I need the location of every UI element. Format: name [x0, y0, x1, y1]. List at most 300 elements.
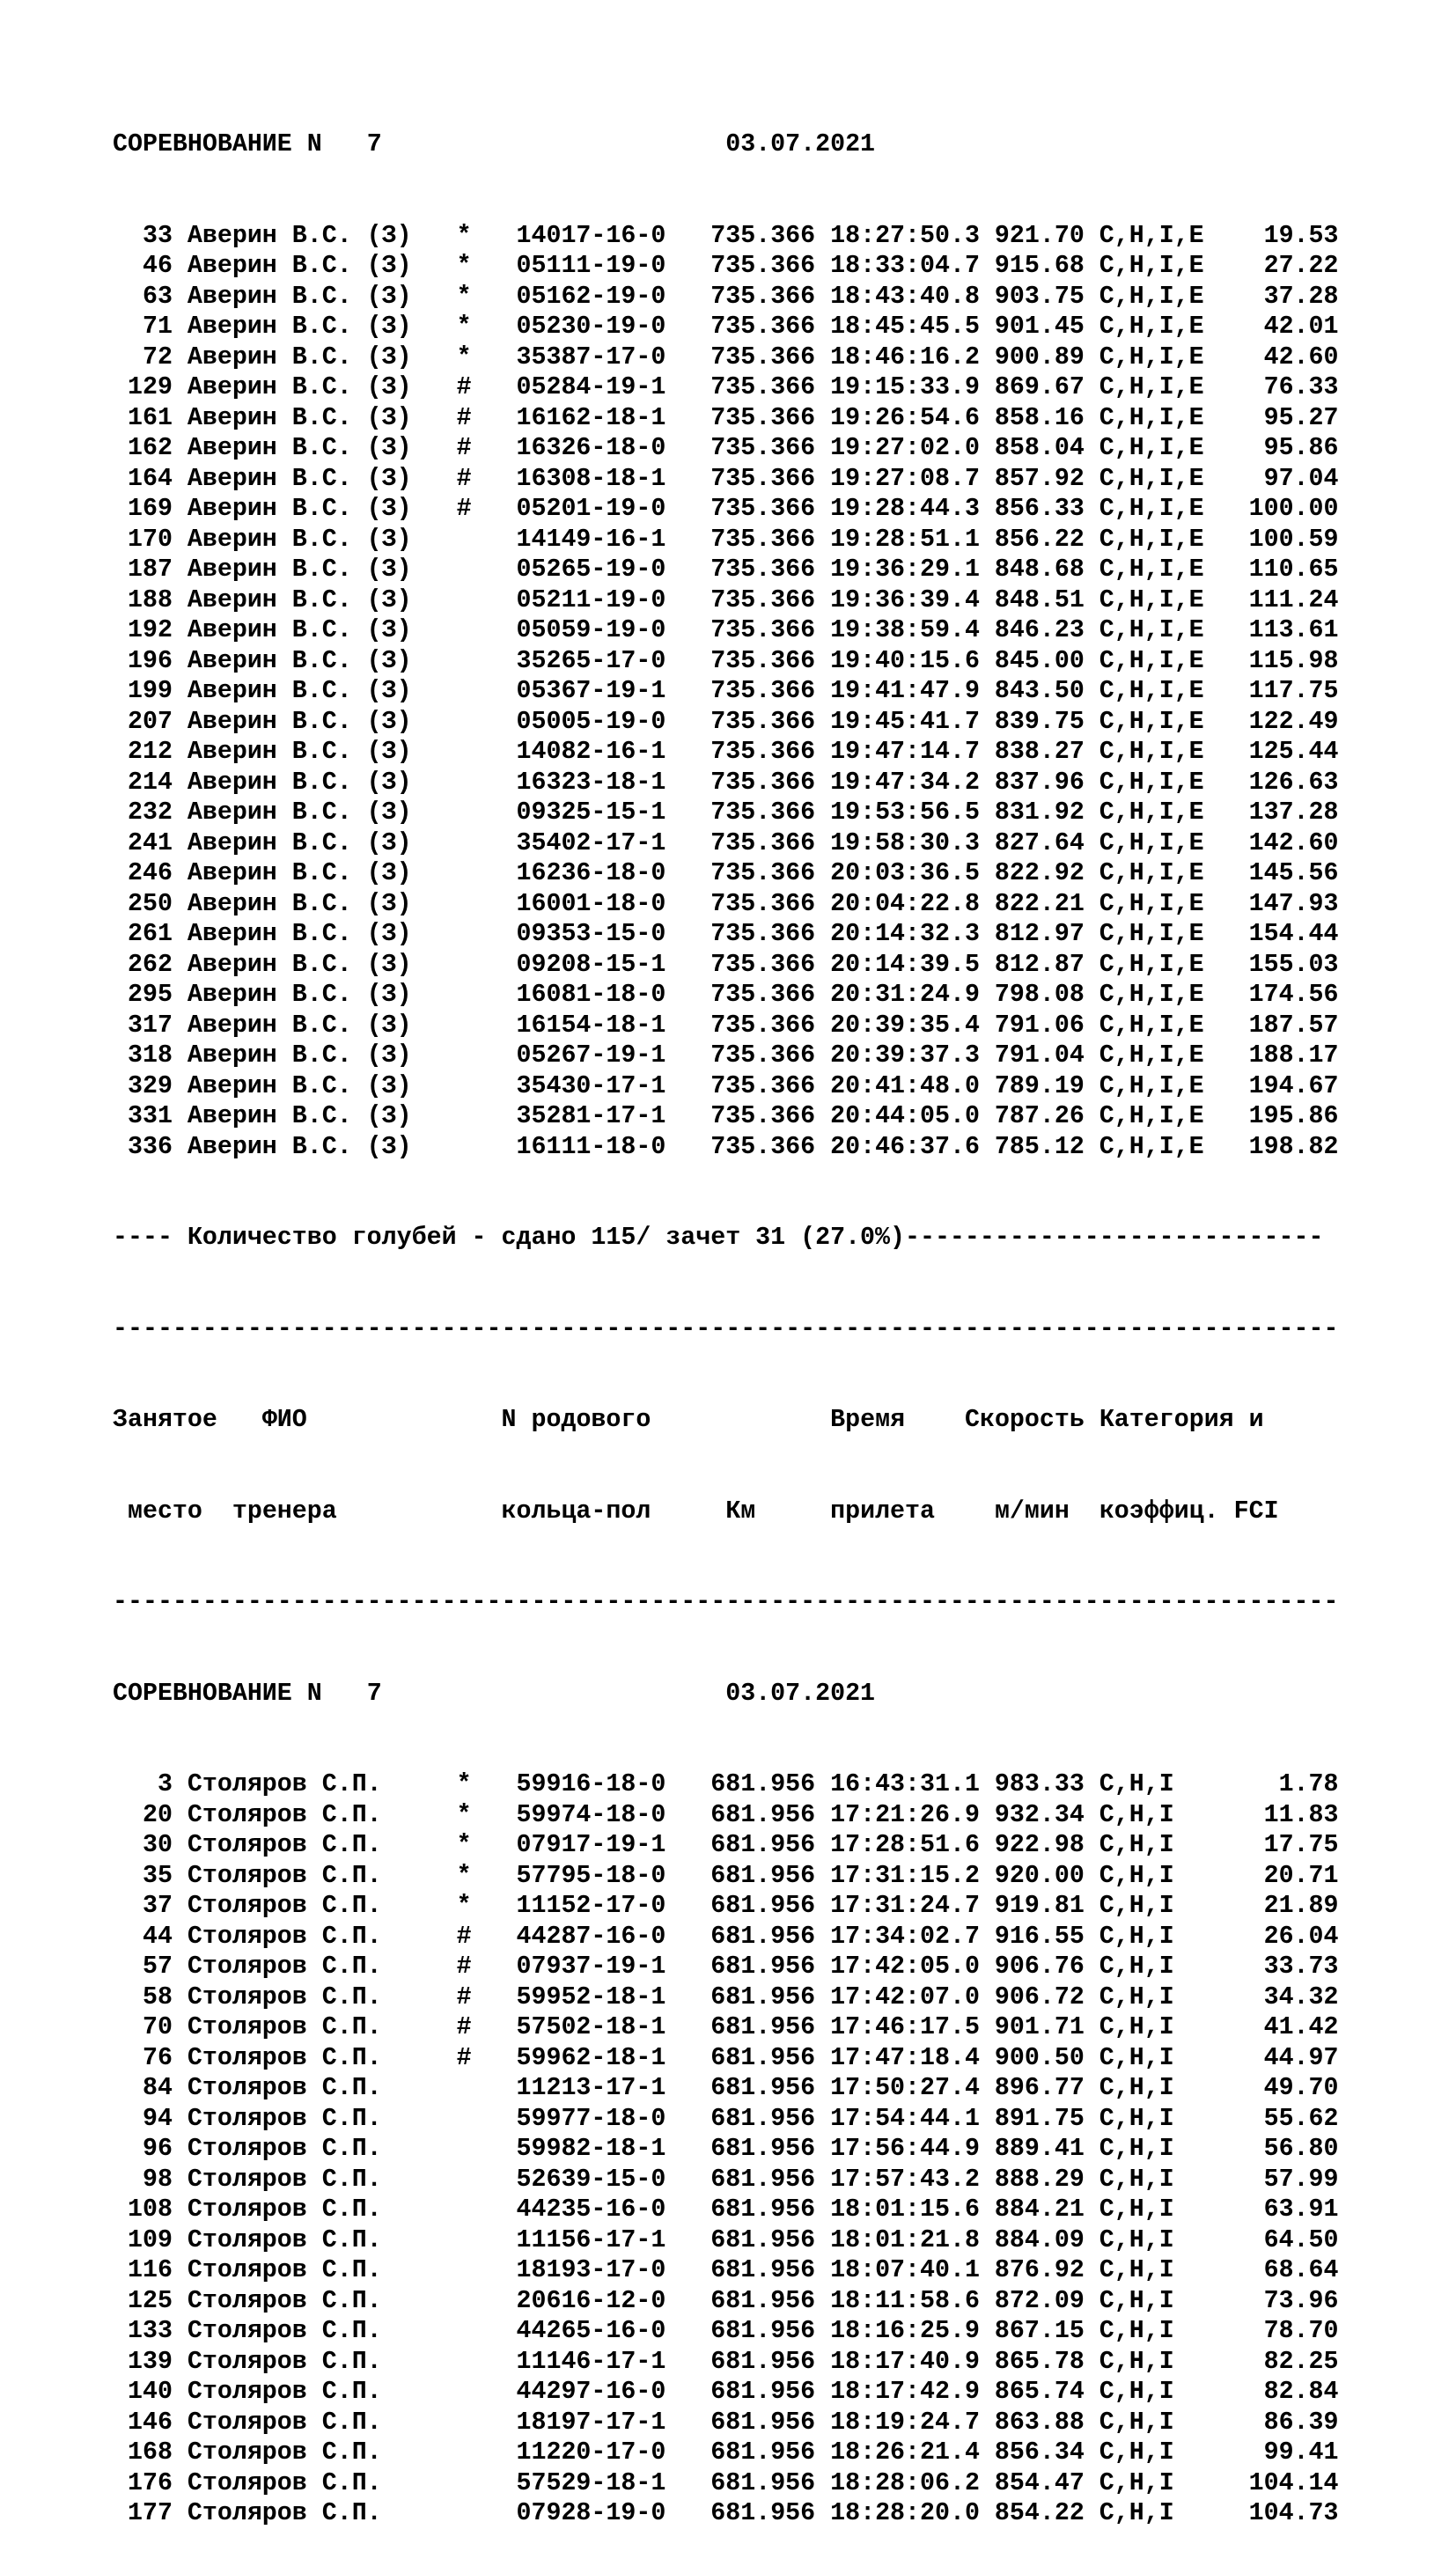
ring-cell: 14082-16-1	[516, 738, 711, 766]
ring-cell: 35265-17-0	[516, 646, 711, 675]
place-cell: 246	[113, 859, 188, 887]
table-row	[113, 464, 1339, 495]
ring-cell: 11156-17-1	[516, 2225, 711, 2254]
time-cell: 18:26:21.4	[830, 2438, 995, 2467]
coef-cell: 126.63	[1233, 768, 1339, 797]
category-cell: C,H,I,E	[1099, 373, 1234, 401]
time-cell: 20:44:05.0	[830, 1102, 995, 1130]
km-cell: 735.366	[710, 525, 831, 554]
category-cell: C,H,I,E	[1099, 738, 1234, 766]
speed-cell: 858.16	[994, 403, 1099, 432]
category-cell: C,H,I,E	[1099, 1132, 1234, 1161]
ring-cell: 35281-17-1	[516, 1102, 711, 1130]
place-cell: 109	[113, 2225, 188, 2254]
mark-cell	[457, 1011, 517, 1040]
mark-cell: *	[456, 1770, 517, 1798]
time-cell: 20:14:39.5	[830, 950, 995, 979]
coef-cell: 1.78	[1233, 1770, 1339, 1798]
name-cell: Столяров С.П.	[187, 2256, 457, 2284]
ring-cell: 09208-15-1	[516, 950, 711, 979]
category-cell: C,H,I,E	[1099, 555, 1234, 584]
place-cell: 58	[113, 1982, 188, 2011]
mark-cell: *	[456, 1861, 517, 1890]
coef-cell: 97.04	[1233, 464, 1339, 493]
time-cell: 18:43:40.8	[830, 282, 995, 311]
km-cell: 681.956	[710, 2499, 831, 2527]
category-cell: C,H,I,E	[1099, 525, 1234, 554]
coef-cell: 68.64	[1233, 2256, 1339, 2284]
place-cell: 129	[113, 373, 188, 401]
mark-cell	[457, 677, 517, 705]
place-cell: 133	[113, 2317, 188, 2345]
mark-cell	[457, 2105, 517, 2133]
speed-cell: 863.88	[994, 2408, 1099, 2437]
coef-cell: 63.91	[1233, 2195, 1339, 2224]
mark-cell	[457, 1102, 517, 1130]
name-cell: Столяров С.П.	[187, 1982, 457, 2011]
km-cell: 735.366	[710, 859, 831, 887]
table-row	[113, 2498, 1339, 2529]
km-cell: 681.956	[710, 2408, 831, 2437]
place-cell: 170	[113, 525, 188, 554]
category-cell: C,H,I	[1099, 2165, 1234, 2194]
category-cell: C,H,I	[1099, 2499, 1234, 2527]
table-row	[113, 1861, 1339, 1892]
km-cell: 735.366	[710, 585, 831, 614]
time-cell: 18:28:06.2	[830, 2468, 995, 2497]
coef-cell: 174.56	[1233, 981, 1339, 1009]
category-cell: C,H,I,E	[1099, 889, 1234, 918]
table-row	[113, 2225, 1339, 2256]
coef-cell: 145.56	[1233, 859, 1339, 887]
mark-cell: *	[456, 221, 517, 250]
km-cell: 681.956	[710, 1892, 831, 1920]
name-cell: Аверин В.С. (З)	[187, 282, 457, 311]
km-cell: 681.956	[710, 2256, 831, 2284]
name-cell: Столяров С.П.	[187, 2104, 457, 2133]
ring-cell: 07937-19-1	[516, 1952, 711, 1981]
name-cell: Аверин В.С. (З)	[187, 616, 457, 644]
name-cell: Столяров С.П.	[187, 2225, 457, 2254]
name-cell: Столяров С.П.	[187, 2408, 457, 2437]
ring-cell: 59916-18-0	[516, 1770, 711, 1798]
speed-cell: 856.33	[994, 495, 1099, 523]
coef-cell: 99.41	[1233, 2438, 1339, 2467]
table-row	[113, 372, 1339, 403]
coef-cell: 147.93	[1233, 889, 1339, 918]
category-cell: C,H,I	[1099, 2256, 1234, 2284]
separator-top: ----------------------------------------------------------------------------------	[113, 1314, 1339, 1343]
place-cell: 192	[113, 616, 188, 644]
category-cell: C,H,I,E	[1099, 585, 1234, 614]
table-row	[113, 2012, 1339, 2043]
category-cell: C,H,I	[1099, 2104, 1234, 2133]
place-cell: 317	[113, 1011, 188, 1040]
mark-cell	[457, 586, 517, 614]
table-row	[113, 2073, 1339, 2104]
time-cell: 19:38:59.4	[830, 616, 995, 644]
table-row	[113, 1041, 1339, 1071]
table-row	[113, 2255, 1339, 2286]
speed-cell: 787.26	[994, 1102, 1099, 1130]
place-cell: 146	[113, 2408, 188, 2437]
ring-cell: 35387-17-0	[516, 342, 711, 371]
km-cell: 735.366	[710, 403, 831, 432]
mark-cell	[457, 2135, 517, 2163]
speed-cell: 827.64	[994, 828, 1099, 857]
section2-title: СОРЕВНОВАНИЕ N	[113, 1679, 322, 1708]
name-cell: Столяров С.П.	[187, 2438, 457, 2467]
speed-cell: 839.75	[994, 707, 1099, 736]
ring-cell: 05059-19-0	[516, 616, 711, 644]
section1-summary: ---- Количество голубей - сдано 115/ зачет 31 (27.0%)----------------------------	[113, 1224, 1324, 1252]
coef-cell: 122.49	[1233, 707, 1339, 736]
table-row	[113, 676, 1339, 707]
km-cell: 681.956	[710, 2317, 831, 2345]
time-cell: 19:41:47.9	[830, 677, 995, 705]
name-cell: Столяров С.П.	[187, 2195, 457, 2224]
coef-cell: 55.62	[1233, 2104, 1339, 2133]
time-cell: 20:39:35.4	[830, 1011, 995, 1040]
place-cell: 20	[113, 1800, 188, 1829]
km-cell: 735.366	[710, 768, 831, 797]
ring-cell: 18193-17-0	[516, 2256, 711, 2284]
header-ring-2: кольца-пол	[501, 1496, 651, 1526]
km-cell: 735.366	[710, 950, 831, 979]
speed-cell: 854.22	[994, 2499, 1099, 2527]
speed-cell: 857.92	[994, 464, 1099, 493]
coef-cell: 41.42	[1233, 2013, 1339, 2041]
time-cell: 19:45:41.7	[830, 707, 995, 736]
mark-cell: *	[456, 1831, 517, 1859]
coef-cell: 82.84	[1233, 2378, 1339, 2406]
ring-cell: 14017-16-0	[516, 221, 711, 250]
name-cell: Столяров С.П.	[187, 1952, 457, 1981]
name-cell: Столяров С.П.	[187, 2347, 457, 2376]
time-cell: 17:47:18.4	[830, 2043, 995, 2072]
ring-cell: 16001-18-0	[516, 889, 711, 918]
table-row	[113, 615, 1339, 646]
time-cell: 19:28:51.1	[830, 525, 995, 554]
speed-cell: 932.34	[994, 1800, 1099, 1829]
speed-cell: 903.75	[994, 282, 1099, 311]
speed-cell: 854.47	[994, 2468, 1099, 2497]
km-cell: 735.366	[710, 616, 831, 644]
ring-cell: 59982-18-1	[516, 2135, 711, 2163]
table-row	[113, 950, 1339, 981]
km-cell: 735.366	[710, 373, 831, 401]
coef-cell: 82.25	[1233, 2347, 1339, 2376]
place-cell: 164	[113, 464, 188, 493]
place-cell: 262	[113, 950, 188, 979]
category-cell: C,H,I,E	[1099, 707, 1234, 736]
place-cell: 241	[113, 828, 188, 857]
place-cell: 63	[113, 282, 188, 311]
ring-cell: 05005-19-0	[516, 707, 711, 736]
header-fio: ФИО	[261, 1406, 307, 1434]
speed-cell: 785.12	[994, 1132, 1099, 1161]
coef-cell: 100.59	[1233, 525, 1339, 554]
place-cell: 94	[113, 2104, 188, 2133]
km-cell: 735.366	[710, 1071, 831, 1100]
coef-cell: 100.00	[1233, 495, 1339, 523]
ring-cell: 14149-16-1	[516, 525, 711, 554]
category-cell: C,H,I	[1099, 2438, 1234, 2467]
mark-cell	[457, 951, 517, 979]
speed-cell: 798.08	[994, 981, 1099, 1009]
mark-cell	[457, 2166, 517, 2194]
km-cell: 681.956	[710, 2378, 831, 2406]
place-cell: 71	[113, 313, 188, 341]
coef-cell: 37.28	[1233, 282, 1339, 311]
header-time-2: прилета	[830, 1496, 935, 1526]
category-cell: C,H,I,E	[1099, 677, 1234, 705]
name-cell: Аверин В.С. (З)	[187, 1102, 457, 1130]
header-fio-2: тренера	[232, 1496, 337, 1526]
speed-cell: 831.92	[994, 798, 1099, 827]
table-row	[113, 342, 1339, 373]
table-row	[113, 251, 1339, 282]
ring-cell: 44297-16-0	[516, 2378, 711, 2406]
coef-cell: 42.01	[1233, 313, 1339, 341]
speed-cell: 822.21	[994, 889, 1099, 918]
table-row	[113, 1800, 1339, 1831]
name-cell: Аверин В.С. (З)	[187, 920, 457, 948]
table-row	[113, 2408, 1339, 2438]
coef-cell: 113.61	[1233, 616, 1339, 644]
name-cell: Столяров С.П.	[187, 1770, 457, 1798]
section1-title: СОРЕВНОВАНИЕ N	[113, 130, 322, 158]
mark-cell: #	[456, 434, 517, 462]
ring-cell: 05284-19-1	[516, 373, 711, 401]
place-cell: 232	[113, 798, 188, 827]
coef-cell: 19.53	[1233, 221, 1339, 250]
category-cell: C,H,I	[1099, 1922, 1234, 1951]
time-cell: 20:03:36.5	[830, 859, 995, 887]
name-cell: Аверин В.С. (З)	[187, 1071, 457, 1100]
time-cell: 17:21:26.9	[830, 1800, 995, 1829]
name-cell: Аверин В.С. (З)	[187, 313, 457, 341]
coef-cell: 125.44	[1233, 738, 1339, 766]
mark-cell	[457, 2469, 517, 2497]
category-cell: C,H,I	[1099, 1770, 1234, 1798]
table-row	[113, 798, 1339, 828]
table-row	[113, 494, 1339, 525]
speed-cell: 812.87	[994, 950, 1099, 979]
table-row	[113, 2165, 1339, 2195]
place-cell: 329	[113, 1071, 188, 1100]
name-cell: Столяров С.П.	[187, 1800, 457, 1829]
km-cell: 681.956	[710, 2286, 831, 2315]
place-cell: 116	[113, 2256, 188, 2284]
mark-cell	[457, 859, 517, 887]
section1-date: 03.07.2021	[725, 130, 876, 158]
ring-cell: 05230-19-0	[516, 313, 711, 341]
place-cell: 44	[113, 1922, 188, 1951]
place-cell: 250	[113, 889, 188, 918]
category-cell: C,H,I,E	[1099, 920, 1234, 948]
place-cell: 199	[113, 677, 188, 705]
header-time: Время	[830, 1406, 906, 1434]
ring-cell: 57529-18-1	[516, 2468, 711, 2497]
mark-cell	[457, 738, 517, 766]
category-cell: C,H,I	[1099, 2408, 1234, 2437]
table-row	[113, 2316, 1339, 2347]
table-row	[113, 282, 1339, 313]
coef-cell: 154.44	[1233, 920, 1339, 948]
table-row	[113, 1891, 1339, 1922]
time-cell: 18:11:58.6	[830, 2286, 995, 2315]
ring-cell: 52639-15-0	[516, 2165, 711, 2194]
time-cell: 18:17:42.9	[830, 2378, 995, 2406]
coef-cell: 64.50	[1233, 2225, 1339, 2254]
coef-cell: 187.57	[1233, 1011, 1339, 1040]
km-cell: 681.956	[710, 2468, 831, 2497]
coef-cell: 115.98	[1233, 646, 1339, 675]
ring-cell: 59952-18-1	[516, 1982, 711, 2011]
km-cell: 735.366	[710, 434, 831, 462]
section1-heading	[113, 129, 1339, 160]
time-cell: 16:43:31.1	[830, 1770, 995, 1798]
km-cell: 681.956	[710, 2165, 831, 2194]
coef-cell: 104.14	[1233, 2468, 1339, 2497]
speed-cell: 900.50	[994, 2043, 1099, 2072]
mark-cell	[457, 829, 517, 857]
ring-cell: 16323-18-1	[516, 768, 711, 797]
ring-cell: 05111-19-0	[516, 252, 711, 280]
km-cell: 735.366	[710, 981, 831, 1009]
ring-cell: 09325-15-1	[516, 798, 711, 827]
category-cell: C,H,I	[1099, 1831, 1234, 1859]
name-cell: Столяров С.П.	[187, 1831, 457, 1859]
category-cell: C,H,I,E	[1099, 798, 1234, 827]
time-cell: 19:27:08.7	[830, 464, 995, 493]
mark-cell	[457, 555, 517, 584]
ring-cell: 35402-17-1	[516, 828, 711, 857]
time-cell: 19:58:30.3	[830, 828, 995, 857]
ring-cell: 05265-19-0	[516, 555, 711, 584]
time-cell: 17:56:44.9	[830, 2135, 995, 2163]
place-cell: 196	[113, 646, 188, 675]
km-cell: 735.366	[710, 1102, 831, 1130]
place-cell: 261	[113, 920, 188, 948]
table-row	[113, 1952, 1339, 1982]
time-cell: 18:01:21.8	[830, 2225, 995, 2254]
mark-cell	[457, 798, 517, 827]
table-row	[113, 221, 1339, 252]
ring-cell: 11220-17-0	[516, 2438, 711, 2467]
name-cell: Аверин В.С. (З)	[187, 464, 457, 493]
time-cell: 18:45:45.5	[830, 313, 995, 341]
table-row	[113, 2134, 1339, 2165]
speed-cell: 915.68	[994, 252, 1099, 280]
mark-cell: #	[456, 2043, 517, 2072]
time-cell: 17:42:07.0	[830, 1982, 995, 2011]
time-cell: 17:31:24.7	[830, 1892, 995, 1920]
km-cell: 681.956	[710, 2013, 831, 2041]
category-cell: C,H,I,E	[1099, 221, 1234, 250]
speed-cell: 900.89	[994, 342, 1099, 371]
speed-cell: 983.33	[994, 1770, 1099, 1798]
name-cell: Столяров С.П.	[187, 2317, 457, 2345]
coef-cell: 76.33	[1233, 373, 1339, 401]
speed-cell: 919.81	[994, 1892, 1099, 1920]
name-cell: Столяров С.П.	[187, 2074, 457, 2102]
table-row	[113, 2377, 1339, 2408]
km-cell: 681.956	[710, 1861, 831, 1890]
place-cell: 207	[113, 707, 188, 736]
speed-cell: 901.45	[994, 313, 1099, 341]
ring-cell: 16308-18-1	[516, 464, 711, 493]
category-cell: C,H,I	[1099, 2043, 1234, 2072]
table-row	[113, 2468, 1339, 2499]
speed-cell: 891.75	[994, 2104, 1099, 2133]
speed-cell: 812.97	[994, 920, 1099, 948]
name-cell: Аверин В.С. (З)	[187, 768, 457, 797]
name-cell: Столяров С.П.	[187, 2286, 457, 2315]
ring-cell: 05367-19-1	[516, 677, 711, 705]
speed-cell: 876.92	[994, 2256, 1099, 2284]
category-cell: C,H,I,E	[1099, 495, 1234, 523]
ring-cell: 59962-18-1	[516, 2043, 711, 2072]
coef-cell: 20.71	[1233, 1861, 1339, 1890]
table-row	[113, 555, 1339, 585]
km-cell: 681.956	[710, 2438, 831, 2467]
name-cell: Аверин В.С. (З)	[187, 1132, 457, 1161]
name-cell: Аверин В.С. (З)	[187, 889, 457, 918]
ring-cell: 57502-18-1	[516, 2013, 711, 2041]
name-cell: Столяров С.П.	[187, 2135, 457, 2163]
km-cell: 735.366	[710, 252, 831, 280]
category-cell: C,H,I,E	[1099, 403, 1234, 432]
speed-cell: 846.23	[994, 616, 1099, 644]
km-cell: 681.956	[710, 1982, 831, 2011]
coef-cell: 110.65	[1233, 555, 1339, 584]
km-cell: 735.366	[710, 738, 831, 766]
table-row	[113, 525, 1339, 555]
mark-cell: *	[456, 282, 517, 311]
name-cell: Аверин В.С. (З)	[187, 950, 457, 979]
speed-cell: 856.34	[994, 2438, 1099, 2467]
table-row	[113, 828, 1339, 859]
coef-cell: 57.99	[1233, 2165, 1339, 2194]
table-row	[113, 1922, 1339, 1952]
table-row	[113, 312, 1339, 342]
name-cell: Столяров С.П.	[187, 2499, 457, 2527]
place-cell: 35	[113, 1861, 188, 1890]
km-cell: 735.366	[710, 828, 831, 857]
km-cell: 735.366	[710, 464, 831, 493]
time-cell: 17:28:51.6	[830, 1831, 995, 1859]
category-cell: C,H,I	[1099, 2195, 1234, 2224]
header-speed-2: м/мин	[994, 1496, 1070, 1526]
km-cell: 735.366	[710, 889, 831, 918]
name-cell: Аверин В.С. (З)	[187, 555, 457, 584]
mark-cell: *	[456, 1800, 517, 1829]
name-cell: Аверин В.С. (З)	[187, 373, 457, 401]
section2-heading	[113, 1679, 1339, 1710]
mark-cell: #	[456, 373, 517, 401]
km-cell: 735.366	[710, 707, 831, 736]
km-cell: 735.366	[710, 1011, 831, 1040]
time-cell: 20:04:22.8	[830, 889, 995, 918]
name-cell: Столяров С.П.	[187, 2378, 457, 2406]
km-cell: 681.956	[710, 2347, 831, 2376]
category-cell: C,H,I	[1099, 2286, 1234, 2315]
ring-cell: 44265-16-0	[516, 2317, 711, 2345]
coef-cell: 21.89	[1233, 1892, 1339, 1920]
category-cell: C,H,I	[1099, 2074, 1234, 2102]
